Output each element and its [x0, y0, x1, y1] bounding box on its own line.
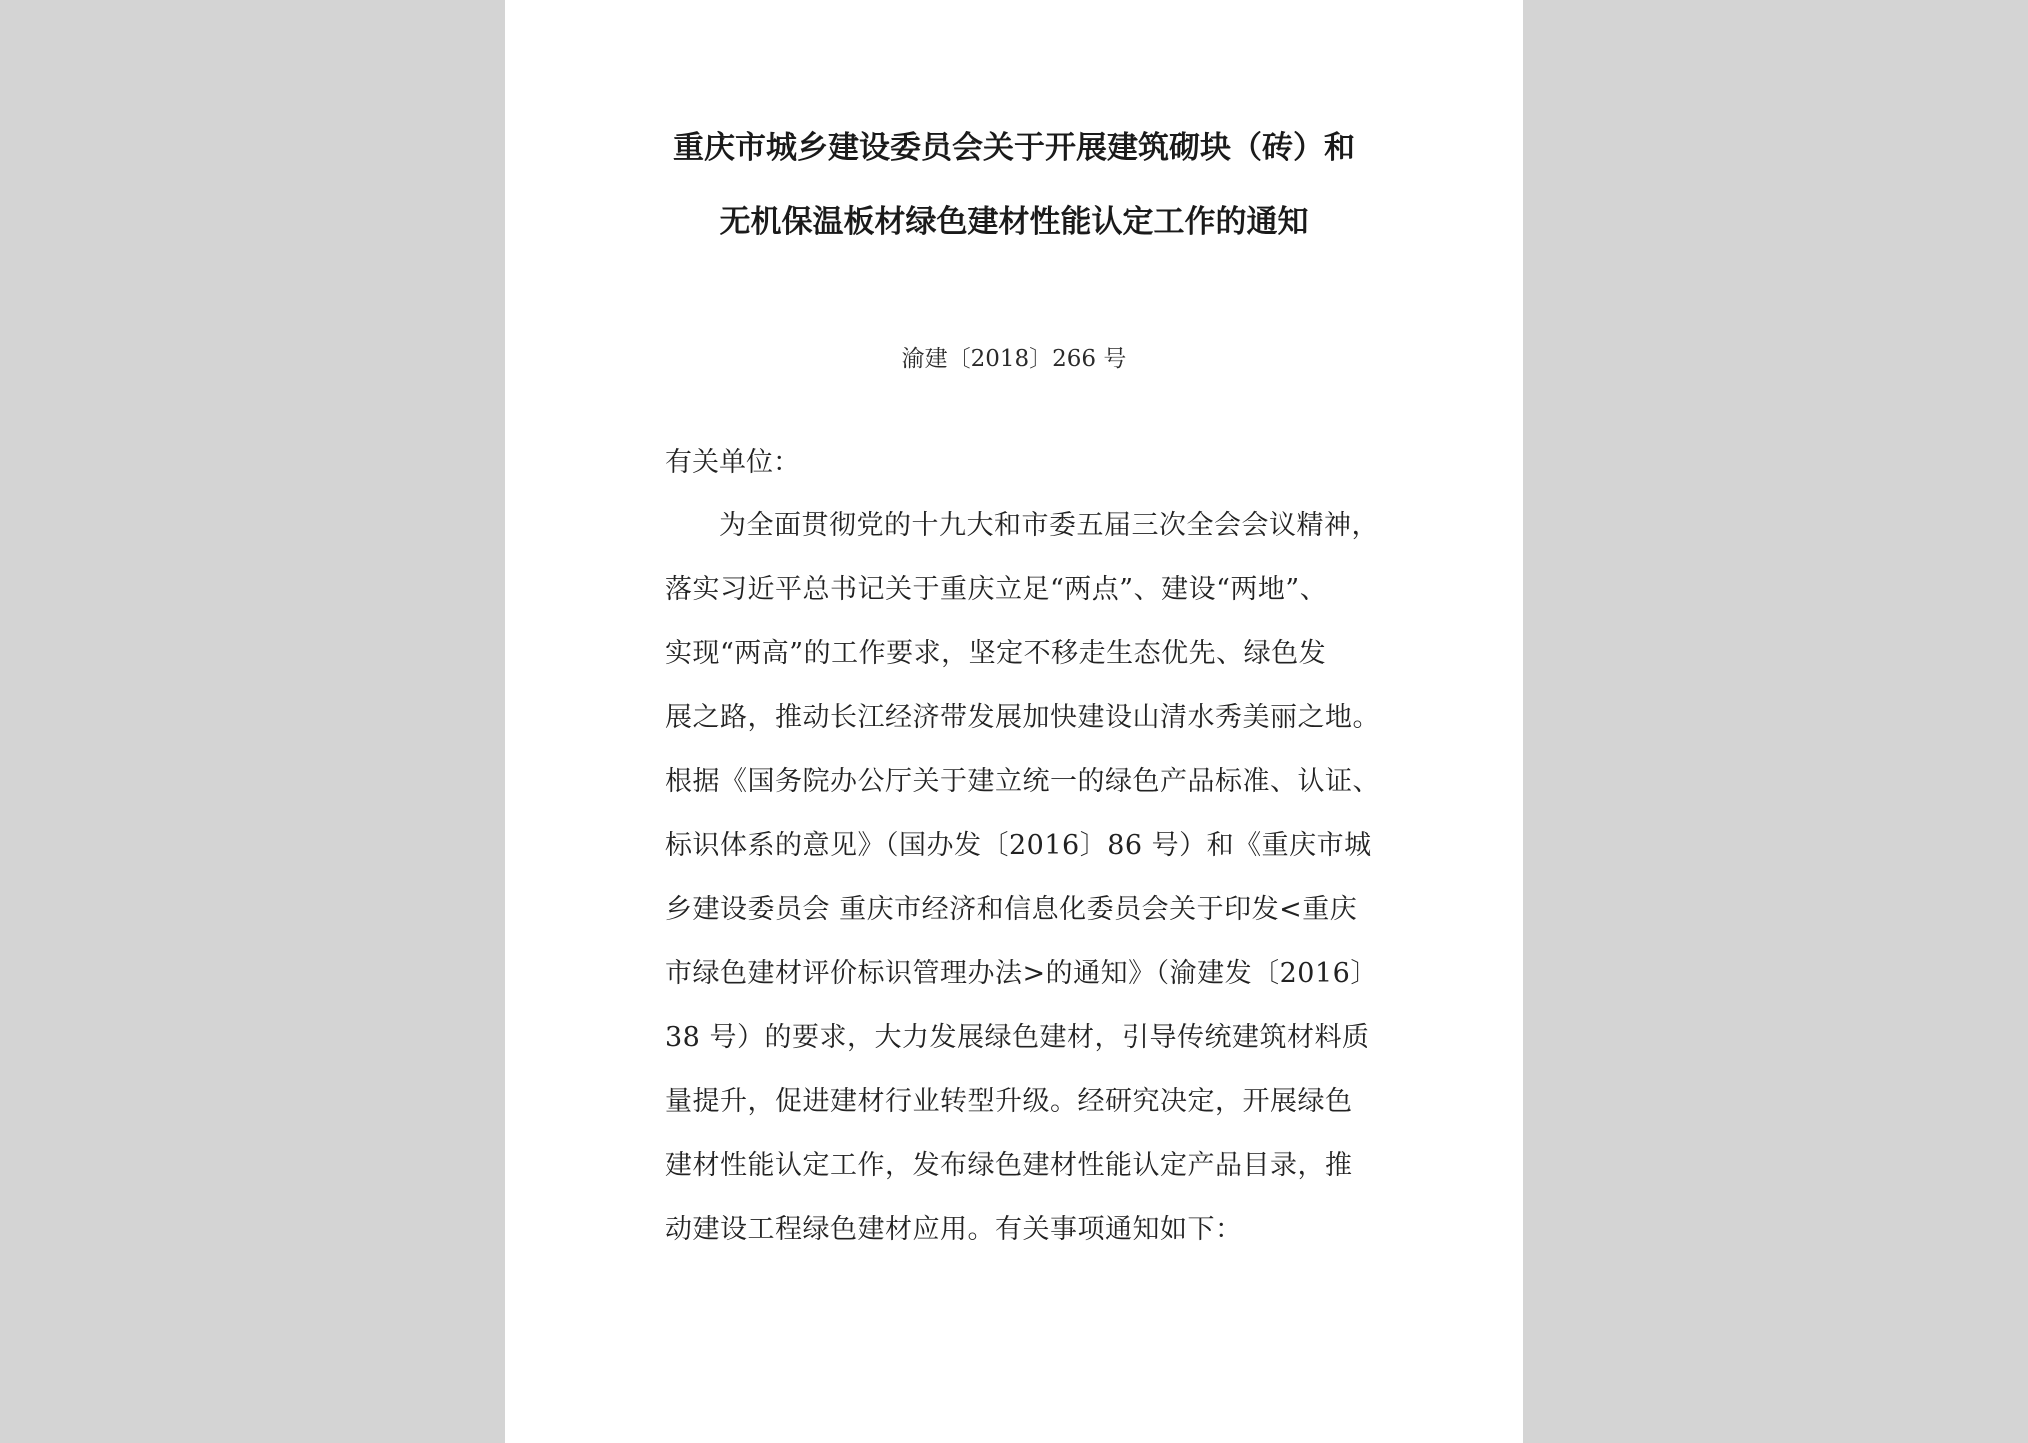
body-line: 为全面贯彻党的十九大和市委五届三次全会会议精神， [719, 510, 1379, 541]
document-number: 渝建〔2018〕266 号 [901, 346, 1127, 372]
document-title-line-1: 重庆市城乡建设委员会关于开展建筑砌块（砖）和 [673, 130, 1355, 166]
document-title-line-2: 无机保温板材绿色建材性能认定工作的通知 [719, 204, 1309, 240]
body-line: 实现“两高”的工作要求，坚定不移走生态优先、绿色发 [665, 638, 1327, 669]
body-line: 量提升，促进建材行业转型升级。经研究决定，开展绿色 [665, 1086, 1353, 1117]
body-line: 动建设工程绿色建材应用。有关事项通知如下： [665, 1214, 1243, 1245]
body-line: 标识体系的意见》（国办发〔2016〕86 号）和《重庆市城 [665, 830, 1372, 861]
body-line: 市绿色建材评价标识管理办法>的通知》（渝建发〔2016〕 [665, 958, 1378, 989]
body-line: 落实习近平总书记关于重庆立足“两点”、建设“两地”、 [665, 574, 1328, 605]
body-line: 38 号）的要求，大力发展绿色建材，引导传统建筑材料质 [665, 1022, 1370, 1053]
document-page [505, 0, 1523, 1443]
salutation: 有关单位： [665, 447, 800, 478]
body-line: 根据《国务院办公厅关于建立统一的绿色产品标准、认证、 [665, 766, 1380, 797]
body-line: 展之路，推动长江经济带发展加快建设山清水秀美丽之地。 [665, 702, 1380, 733]
body-line: 乡建设委员会 重庆市经济和信息化委员会关于印发<重庆 [665, 894, 1358, 925]
body-line: 建材性能认定工作，发布绿色建材性能认定产品目录，推 [665, 1150, 1353, 1181]
